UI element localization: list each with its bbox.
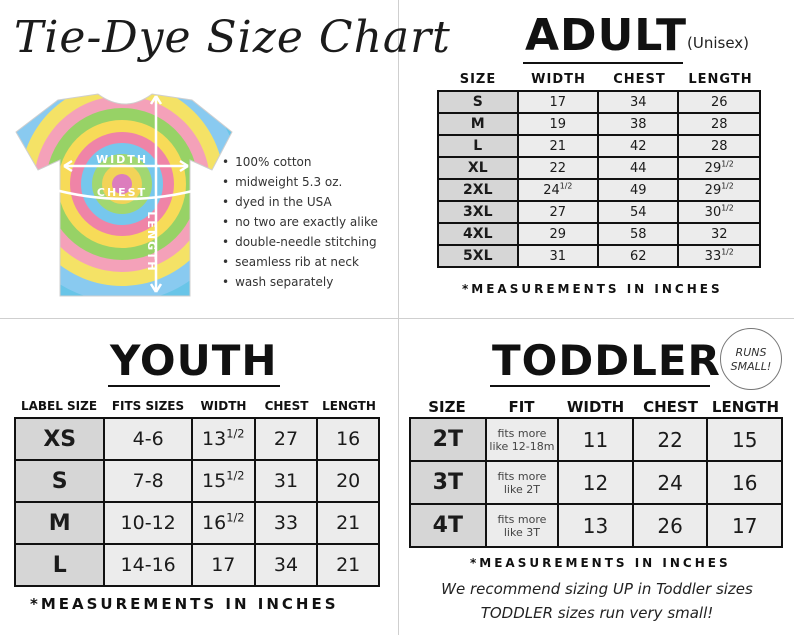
size-cell: XL xyxy=(438,157,518,179)
feature-item: • seamless rib at neck xyxy=(222,252,378,272)
youth-size-table xyxy=(14,417,380,587)
table-row xyxy=(15,502,379,544)
size-cell: 2T xyxy=(410,418,486,461)
table-row xyxy=(438,179,760,201)
size-cell: 3XL xyxy=(438,201,518,223)
chest-cell: 27 xyxy=(255,418,318,460)
horizontal-divider xyxy=(0,318,794,319)
length-cell: 16 xyxy=(317,418,379,460)
adult-header-width: WIDTH xyxy=(531,72,586,87)
table-row xyxy=(438,223,760,245)
toddler-header-chest: CHEST xyxy=(643,398,698,416)
chest-label: CHEST xyxy=(96,186,148,199)
toddler-header-fit: FIT xyxy=(508,398,535,416)
toddler-header-size: SIZE xyxy=(428,398,466,416)
length-cell: 15 xyxy=(707,418,782,461)
chest-cell: 38 xyxy=(598,113,678,135)
toddler-recommend-line-1: We recommend sizing UP in Toddler sizes xyxy=(441,580,753,598)
feature-item: • dyed in the USA xyxy=(222,192,378,212)
width-cell: 12 xyxy=(558,461,633,504)
fits-cell: 10-12 xyxy=(104,502,191,544)
length-cell: 21 xyxy=(317,502,379,544)
toddler-title-underline xyxy=(490,385,710,387)
length-cell: $29^{1/2}$ xyxy=(678,157,760,179)
length-cell: $33^{1/2}$ xyxy=(678,245,760,267)
table-row xyxy=(15,460,379,502)
chest-cell: 31 xyxy=(255,460,318,502)
tie-dye-shirt-image xyxy=(10,92,240,302)
length-cell: $30^{1/2}$ xyxy=(678,201,760,223)
width-cell: $24^{1/2}$ xyxy=(518,179,599,201)
adult-header-size: SIZE xyxy=(459,72,497,87)
feature-item: • double-needle stitching xyxy=(222,232,378,252)
chest-cell: 54 xyxy=(598,201,678,223)
toddler-title: TODDLER xyxy=(492,336,721,385)
chest-cell: 58 xyxy=(598,223,678,245)
chest-cell: 42 xyxy=(598,135,678,157)
width-cell: 29 xyxy=(518,223,599,245)
feature-item: • wash separately xyxy=(222,272,378,292)
table-row xyxy=(438,201,760,223)
youth-header-length: LENGTH xyxy=(322,399,376,413)
size-cell: L xyxy=(438,135,518,157)
fit-cell: fits more like 2T xyxy=(486,461,559,504)
feature-list xyxy=(222,152,378,292)
fits-cell: 7-8 xyxy=(104,460,191,502)
fit-cell: fits more like 3T xyxy=(486,504,559,547)
toddler-header-length: LENGTH xyxy=(711,398,780,416)
adult-measurement-note: *MEASUREMENTS IN INCHES xyxy=(462,282,723,296)
adult-title-underline xyxy=(523,62,683,64)
youth-header-width: WIDTH xyxy=(200,399,247,413)
toddler-size-table xyxy=(409,417,783,548)
size-cell: 2XL xyxy=(438,179,518,201)
feature-item: • no two are exactly alike xyxy=(222,212,378,232)
length-cell: 17 xyxy=(707,504,782,547)
chest-cell: 49 xyxy=(598,179,678,201)
width-label: WIDTH xyxy=(95,153,149,166)
chest-cell: 34 xyxy=(255,544,318,586)
youth-header-label-size: LABEL SIZE xyxy=(20,399,98,413)
size-cell: 3T xyxy=(410,461,486,504)
youth-title-underline xyxy=(108,385,280,387)
chest-cell: 22 xyxy=(633,418,708,461)
adult-header-chest: CHEST xyxy=(613,72,666,87)
youth-measurement-note: *MEASUREMENTS IN INCHES xyxy=(30,595,339,613)
length-cell: 26 xyxy=(678,91,760,113)
toddler-header-width: WIDTH xyxy=(566,398,625,416)
width-cell: 22 xyxy=(518,157,599,179)
youth-header-chest: CHEST xyxy=(264,399,309,413)
size-cell: 4XL xyxy=(438,223,518,245)
size-cell: M xyxy=(438,113,518,135)
chest-cell: 62 xyxy=(598,245,678,267)
main-title: Tie-Dye Size Chart xyxy=(14,12,451,63)
length-cell: 32 xyxy=(678,223,760,245)
table-row xyxy=(438,113,760,135)
adult-header-length: LENGTH xyxy=(688,72,753,87)
youth-header-fits-sizes: FITS SIZES xyxy=(111,399,185,413)
toddler-measurement-note: *MEASUREMENTS IN INCHES xyxy=(470,556,731,570)
chest-cell: 33 xyxy=(255,502,318,544)
table-row xyxy=(15,544,379,586)
width-cell: 31 xyxy=(518,245,599,267)
width-cell: 17 xyxy=(518,91,599,113)
table-row xyxy=(438,157,760,179)
length-cell: 21 xyxy=(317,544,379,586)
fit-cell: fits more like 12-18m xyxy=(486,418,559,461)
feature-item: • 100% cotton xyxy=(222,152,378,172)
width-cell: 17 xyxy=(192,544,255,586)
chest-cell: 34 xyxy=(598,91,678,113)
width-cell: 21 xyxy=(518,135,599,157)
chest-cell: 44 xyxy=(598,157,678,179)
width-cell: 27 xyxy=(518,201,599,223)
size-cell: M xyxy=(15,502,104,544)
length-cell: $29^{1/2}$ xyxy=(678,179,760,201)
chest-cell: 24 xyxy=(633,461,708,504)
width-cell: $15^{1/2}$ xyxy=(192,460,255,502)
width-cell: $13^{1/2}$ xyxy=(192,418,255,460)
length-cell: 20 xyxy=(317,460,379,502)
length-cell: 28 xyxy=(678,113,760,135)
size-cell: S xyxy=(438,91,518,113)
size-cell: XS xyxy=(15,418,104,460)
width-cell: 11 xyxy=(558,418,633,461)
adult-size-table xyxy=(437,90,761,268)
adult-title: ADULT xyxy=(525,10,688,61)
length-cell: 16 xyxy=(707,461,782,504)
table-row xyxy=(410,461,782,504)
youth-title: YOUTH xyxy=(110,336,278,385)
table-row xyxy=(438,245,760,267)
runs-small-badge: RUNS SMALL! xyxy=(720,328,782,390)
size-cell: S xyxy=(15,460,104,502)
table-row xyxy=(410,504,782,547)
length-cell: 28 xyxy=(678,135,760,157)
length-label: LENGTH xyxy=(145,211,158,273)
table-row xyxy=(410,418,782,461)
fits-cell: 4-6 xyxy=(104,418,191,460)
fits-cell: 14-16 xyxy=(104,544,191,586)
toddler-recommend-line-2: TODDLER sizes run very small! xyxy=(480,604,714,622)
table-row xyxy=(438,135,760,157)
width-cell: $16^{1/2}$ xyxy=(192,502,255,544)
width-cell: 19 xyxy=(518,113,599,135)
adult-subtitle: (Unisex) xyxy=(687,34,750,52)
size-cell: 5XL xyxy=(438,245,518,267)
width-cell: 13 xyxy=(558,504,633,547)
table-row xyxy=(438,91,760,113)
chest-cell: 26 xyxy=(633,504,708,547)
feature-item: • midweight 5.3 oz. xyxy=(222,172,378,192)
size-cell: 4T xyxy=(410,504,486,547)
table-row xyxy=(15,418,379,460)
size-cell: L xyxy=(15,544,104,586)
